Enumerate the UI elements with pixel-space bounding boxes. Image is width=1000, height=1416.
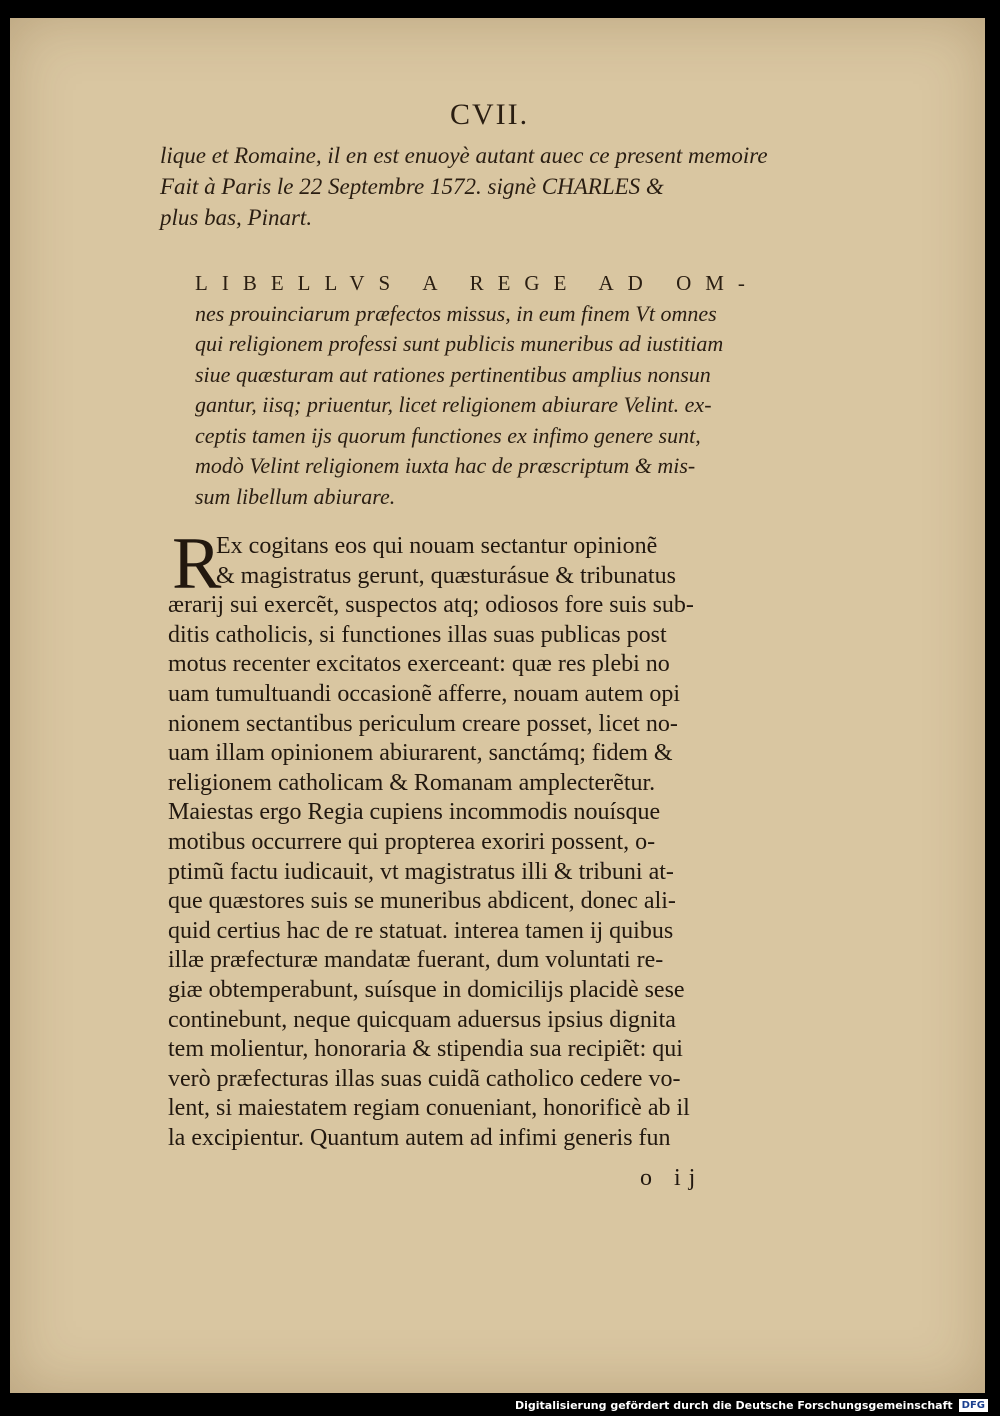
dfg-logo-icon: DFG <box>959 1399 988 1412</box>
libellus-line: sum libellum abiurare. <box>195 483 396 509</box>
libellus-line: qui religionem professi sunt publicis muneribus ad iustitiam <box>195 331 724 356</box>
heading-line: plus bas, Pinart. <box>160 205 313 230</box>
body-line: verò præfecturas illas suas cuidã catholico cedere vo- <box>168 1065 681 1092</box>
libellus-line: siue quæsturam aut rationes pertinentibus amplius nonsun <box>195 361 711 387</box>
body-line: giæ obtemperabunt, suísque in domicilijs placidè sese <box>168 976 685 1003</box>
body-line: lent, si maiestatem regiam conueniant, honorificè ab il <box>168 1095 690 1122</box>
dfg-footer-text: Digitalisierung gefördert durch die Deutsche Forschungsgemeinschaft <box>514 1399 953 1412</box>
body-line: ærarij sui exercẽt, suspectos atq; odiosos fore suis sub- <box>168 592 694 619</box>
heading-line: lique et Romaine, il en est enuoyè autant auec ce present memoire <box>160 143 768 168</box>
body-line: Maiestas ergo Regia cupiens incommodis nouísque <box>168 799 661 826</box>
body-line: nionem sectantibus periculum creare posset, licet no- <box>168 710 678 737</box>
body-line: motibus occurrere qui propterea exoriri possent, o- <box>168 828 656 855</box>
body-line: tem molientur, honoraria & stipendia sua recipiẽt: qui <box>168 1036 683 1063</box>
body-line: que quæstores suis se muneribus abdicent, donec ali- <box>168 888 676 915</box>
page-number: CVII. <box>450 98 530 131</box>
heading-lines <box>160 140 800 233</box>
libellus-line: gantur, iisq; priuentur, licet religionem abiurare Velint. ex- <box>195 392 712 417</box>
body-line: illæ præfecturæ mandatæ fuerant, dum voluntati re- <box>168 947 664 974</box>
body-line: religionem catholicam & Romanam amplecterẽtur. <box>168 769 656 796</box>
body-line: Ex cogitans eos qui nouam sectantur opinionẽ <box>216 533 658 559</box>
body-line: continebunt, neque quicquam aduersus ipsius dignita <box>168 1006 676 1033</box>
body-line: motus recenter excitatos exerceant: quæ res plebi no <box>168 651 670 678</box>
dfg-footer <box>515 1399 988 1412</box>
heading-line: Fait à Paris le 22 Septembre 1572. signè CHARLES & <box>160 174 664 199</box>
libellus-title: LIBELLVS A REGE AD OM- <box>195 271 759 295</box>
body-line: quid certius hac de re statuat. interea tamen ij quibus <box>168 917 674 944</box>
body-line: uam illam opinionem abiurarent, sanctámq; fidem & <box>168 740 673 767</box>
body-text <box>168 523 808 1153</box>
libellus-line: nes prouinciarum præfectos missus, in eum finem Vt omnes <box>195 300 717 326</box>
libellus-line: modò Velint religionem iuxta hac de præscriptum & mis- <box>195 453 696 478</box>
libellus-summary <box>195 268 775 512</box>
body-line: ptimũ factu iudicauit, vt magistratus illi & tribuni at- <box>168 858 674 885</box>
body-line: uam tumultuandi occasionẽ afferre, nouam autem opi <box>168 680 681 707</box>
drop-cap: R <box>172 523 222 605</box>
libellus-line: ceptis tamen ijs quorum functiones ex infimo genere sunt, <box>195 422 701 448</box>
body-line: la excipientur. Quantum autem ad infimi generis fun <box>168 1124 671 1151</box>
signature-mark: o ij <box>640 1165 704 1191</box>
body-line: & magistratus gerunt, quæsturásue & tribunatus <box>216 562 676 589</box>
body-line: ditis catholicis, si functiones illas suas publicas post <box>168 621 667 648</box>
